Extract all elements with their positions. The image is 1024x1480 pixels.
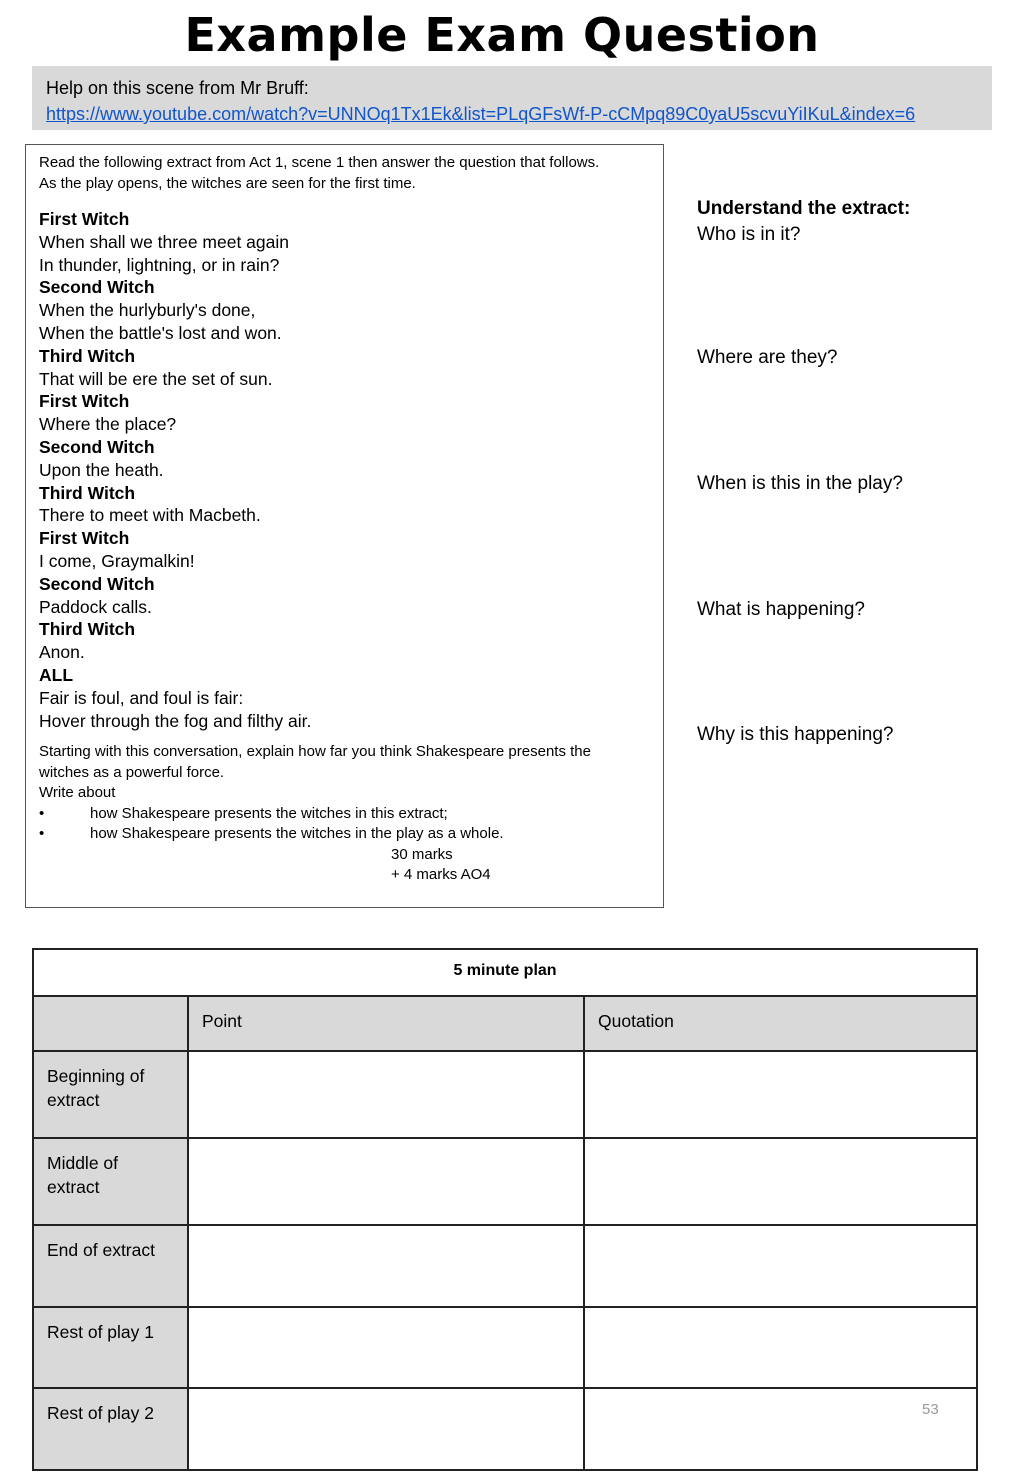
page-title: Example Exam Question: [184, 8, 820, 62]
plan-row-label: Rest of play 1: [33, 1307, 188, 1388]
help-box: [32, 66, 992, 130]
dialogue-line: Hover through the fog and filthy air.: [39, 710, 312, 731]
dialogue-line: Where the place?: [39, 414, 177, 435]
question-when: When is this in the play?: [697, 473, 903, 494]
plan-point-cell[interactable]: [188, 1138, 584, 1225]
extract-box: [25, 144, 664, 908]
plan-point-cell[interactable]: [188, 1307, 584, 1388]
table-row: [33, 1225, 977, 1307]
plan-point-cell[interactable]: [188, 1051, 584, 1138]
marks-total: 30 marks: [391, 845, 453, 863]
task-bullet: [39, 804, 650, 825]
task-text: [39, 742, 650, 845]
plan-table: [32, 948, 978, 1471]
plan-quotation-cell[interactable]: [584, 1307, 977, 1388]
plan-header-point: Point: [188, 996, 584, 1051]
page-number: 53: [922, 1401, 939, 1418]
question-who: Who is in it?: [697, 224, 801, 245]
extract-intro-line-1: Read the following extract from Act 1, scene 1 then answer the question that follows.: [39, 154, 600, 171]
understand-section: [697, 196, 997, 248]
dialogue-line: Fair is foul, and foul is fair:: [39, 687, 244, 708]
speaker-name: Second Witch: [39, 573, 155, 594]
dialogue-line: Anon.: [39, 642, 85, 663]
help-label: Help on this scene from Mr Bruff:: [46, 78, 309, 98]
plan-row-label: Beginning of extract: [33, 1051, 188, 1138]
speaker-name: First Witch: [39, 391, 130, 412]
write-about-label: Write about: [39, 784, 116, 802]
bullet-icon: •: [39, 804, 45, 822]
plan-point-cell[interactable]: [188, 1388, 584, 1470]
table-row: [33, 1138, 977, 1225]
extract-intro-line-2: As the play opens, the witches are seen for the first time.: [39, 174, 416, 192]
task-bullet-text: how Shakespeare presents the witches in the play as a whole.: [90, 825, 504, 843]
plan-row-label: End of extract: [33, 1225, 188, 1307]
understand-heading: Understand the extract:: [697, 198, 911, 219]
table-row: [33, 1051, 977, 1138]
speaker-name: First Witch: [39, 209, 130, 229]
dialogue-line: When the battle's lost and won.: [39, 322, 282, 343]
dialogue-line: Paddock calls.: [39, 596, 152, 617]
plan-quotation-cell[interactable]: [584, 1225, 977, 1307]
dialogue-line: When the hurlyburly's done,: [39, 300, 256, 321]
speaker-name: Second Witch: [39, 277, 155, 298]
plan-row-label: Middle of extract: [33, 1138, 188, 1225]
dialogue-line: I come, Graymalkin!: [39, 550, 195, 571]
speaker-name: First Witch: [39, 528, 130, 549]
task-bullet: [39, 824, 650, 845]
marks-ao4: + 4 marks AO4: [391, 866, 491, 884]
question-what: What is happening?: [697, 599, 865, 620]
plan-header-blank: [33, 996, 188, 1051]
plan-point-cell[interactable]: [188, 1225, 584, 1307]
plan-row-label: Rest of play 2: [33, 1388, 188, 1470]
table-row: [33, 1388, 977, 1470]
speaker-name: ALL: [39, 664, 74, 685]
play-extract: [39, 208, 650, 732]
task-line-2: witches as a powerful force.: [39, 763, 225, 781]
speaker-name: Second Witch: [39, 436, 155, 457]
dialogue-line: When shall we three meet again: [39, 231, 289, 252]
plan-quotation-cell[interactable]: [584, 1388, 977, 1470]
plan-quotation-cell[interactable]: [584, 1138, 977, 1225]
table-row: [33, 1307, 977, 1388]
speaker-name: Third Witch: [39, 482, 136, 503]
task-line-1: Starting with this conversation, explain how far you think Shakespeare presents the: [39, 743, 591, 761]
plan-header-quotation: Quotation: [584, 996, 977, 1051]
dialogue-line: That will be ere the set of sun.: [39, 368, 273, 389]
speaker-name: Third Witch: [39, 345, 136, 366]
bullet-icon: •: [39, 825, 45, 843]
plan-heading: 5 minute plan: [33, 949, 977, 996]
dialogue-line: In thunder, lightning, or in rain?: [39, 254, 280, 275]
speaker-name: Third Witch: [39, 619, 136, 640]
task-bullet-text: how Shakespeare presents the witches in this extract;: [90, 804, 448, 822]
dialogue-line: There to meet with Macbeth.: [39, 505, 261, 526]
dialogue-line: Upon the heath.: [39, 459, 164, 480]
question-why: Why is this happening?: [697, 724, 894, 745]
plan-quotation-cell[interactable]: [584, 1051, 977, 1138]
question-where: Where are they?: [697, 347, 838, 368]
help-video-link[interactable]: https://www.youtube.com/watch?v=UNNOq1Tx1Ek&list=PLqGFsWf-P-cCMpq89C0yaU5scvuYiIKuL&index=6: [46, 104, 916, 124]
